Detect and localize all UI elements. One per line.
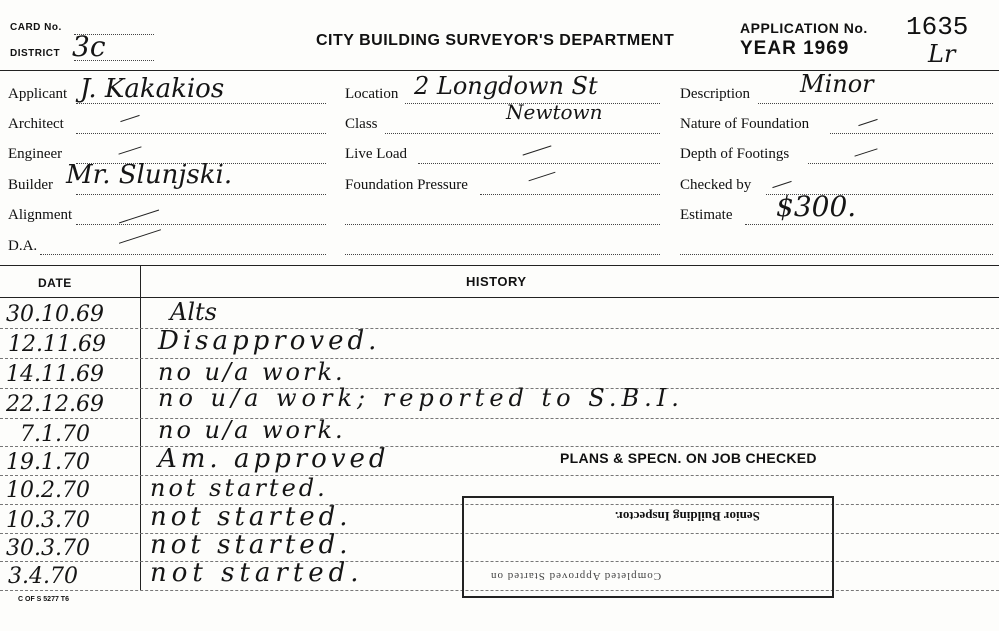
history-top-rule <box>0 265 999 266</box>
entry-date: 30.10.69 <box>6 302 104 327</box>
checked-by-dash <box>772 181 791 188</box>
class-label: Class <box>345 116 378 132</box>
applicant-label: Applicant <box>8 86 68 102</box>
architect-dash <box>120 115 139 122</box>
entry-text: not started. <box>150 502 352 532</box>
estimate-label: Estimate <box>680 207 733 223</box>
entry-date: 10.2.70 <box>6 478 90 503</box>
estimate-value: $300. <box>776 190 857 223</box>
entry-text: no u/a work. <box>158 358 346 386</box>
live-load-label: Live Load <box>345 146 408 162</box>
district-label: DISTRICT <box>10 48 61 59</box>
live-load-line <box>418 163 660 164</box>
form-code: C OF S 5277 T6 <box>18 596 69 603</box>
inspector-stamp-fields: Completed Approved Started on <box>490 570 662 582</box>
year-label: YEAR 1969 <box>740 38 850 59</box>
entry-date: 3.4.70 <box>8 564 78 589</box>
description-label: Description <box>680 86 750 102</box>
plans-checked-stamp: PLANS & SPECN. ON JOB CHECKED <box>560 450 817 466</box>
inspector-stamp-text: Senior Building Inspector. <box>615 509 760 524</box>
entry-text: not started. <box>150 558 364 588</box>
card-no-label: CARD No. <box>10 22 62 33</box>
row-line <box>0 328 999 329</box>
nature-of-foundation-dash <box>858 119 877 126</box>
history-header: HISTORY <box>466 274 527 289</box>
location-value: 2 Longdown St <box>414 72 598 100</box>
nature-of-foundation-label: Nature of Foundation <box>680 116 810 132</box>
depth-of-footings-dash <box>854 148 877 156</box>
entry-date: 12.11.69 <box>8 332 106 357</box>
entry-date: 22.12.69 <box>6 392 104 417</box>
middle-blank-line-2 <box>345 254 660 255</box>
depth-of-footings-line <box>808 163 993 164</box>
date-column-divider <box>140 265 141 590</box>
entry-date: 19.1.70 <box>6 450 90 475</box>
row-line <box>0 418 999 419</box>
entry-date: 7.1.70 <box>20 422 90 447</box>
description-value: Minor <box>800 70 874 98</box>
history-header-rule <box>0 297 999 298</box>
foundation-pressure-dash <box>529 172 556 182</box>
engineer-label: Engineer <box>8 146 63 162</box>
right-blank-line <box>680 254 993 255</box>
estimate-line <box>745 224 993 225</box>
location-value-2: Newtown <box>506 100 603 124</box>
row-line <box>0 358 999 359</box>
entry-text: not started. <box>150 474 328 502</box>
entry-text: Am. approved <box>158 444 390 474</box>
live-load-dash <box>523 145 552 155</box>
class-line <box>385 133 660 134</box>
da-dash <box>119 229 161 244</box>
district-value: 3c <box>72 30 106 63</box>
alignment-label: Alignment <box>8 207 73 223</box>
location-label: Location <box>345 86 399 102</box>
entry-date: 30.3.70 <box>6 536 90 561</box>
checked-by-label: Checked by <box>680 177 752 193</box>
builder-line <box>76 194 326 195</box>
department-title: CITY BUILDING SURVEYOR'S DEPARTMENT <box>316 32 675 49</box>
entry-text: Disapproved. <box>158 326 381 356</box>
da-line <box>40 254 326 255</box>
builder-label: Builder <box>8 177 53 193</box>
entry-date: 10.3.70 <box>6 508 90 533</box>
middle-blank-line-1 <box>345 224 660 225</box>
applicant-value: J. Kakakios <box>80 74 225 104</box>
architect-label: Architect <box>8 116 64 132</box>
application-number: 1635 <box>906 12 969 42</box>
row-line <box>0 446 999 447</box>
description-line <box>758 103 993 104</box>
engineer-dash <box>118 146 141 154</box>
foundation-pressure-line <box>480 194 660 195</box>
builder-value: Mr. Slunjski. <box>66 160 233 190</box>
da-label: D.A. <box>8 238 38 254</box>
district-line <box>74 60 154 61</box>
alignment-line <box>76 224 326 225</box>
applicant-line <box>76 103 326 104</box>
entry-date: 14.11.69 <box>6 362 104 387</box>
architect-line <box>76 133 326 134</box>
entry-text: not started. <box>150 530 352 560</box>
entry-text: no u/a work; reported to S.B.I. <box>158 384 684 412</box>
year-suffix: Lr <box>928 40 956 68</box>
nature-of-foundation-line <box>830 133 993 134</box>
alignment-dash <box>119 210 159 224</box>
depth-of-footings-label: Depth of Footings <box>680 146 790 162</box>
entry-text: Alts <box>170 298 217 326</box>
application-label: APPLICATION No. <box>740 20 868 36</box>
date-header: DATE <box>38 276 72 290</box>
foundation-pressure-label: Foundation Pressure <box>345 177 468 193</box>
entry-text: no u/a work. <box>158 416 346 444</box>
